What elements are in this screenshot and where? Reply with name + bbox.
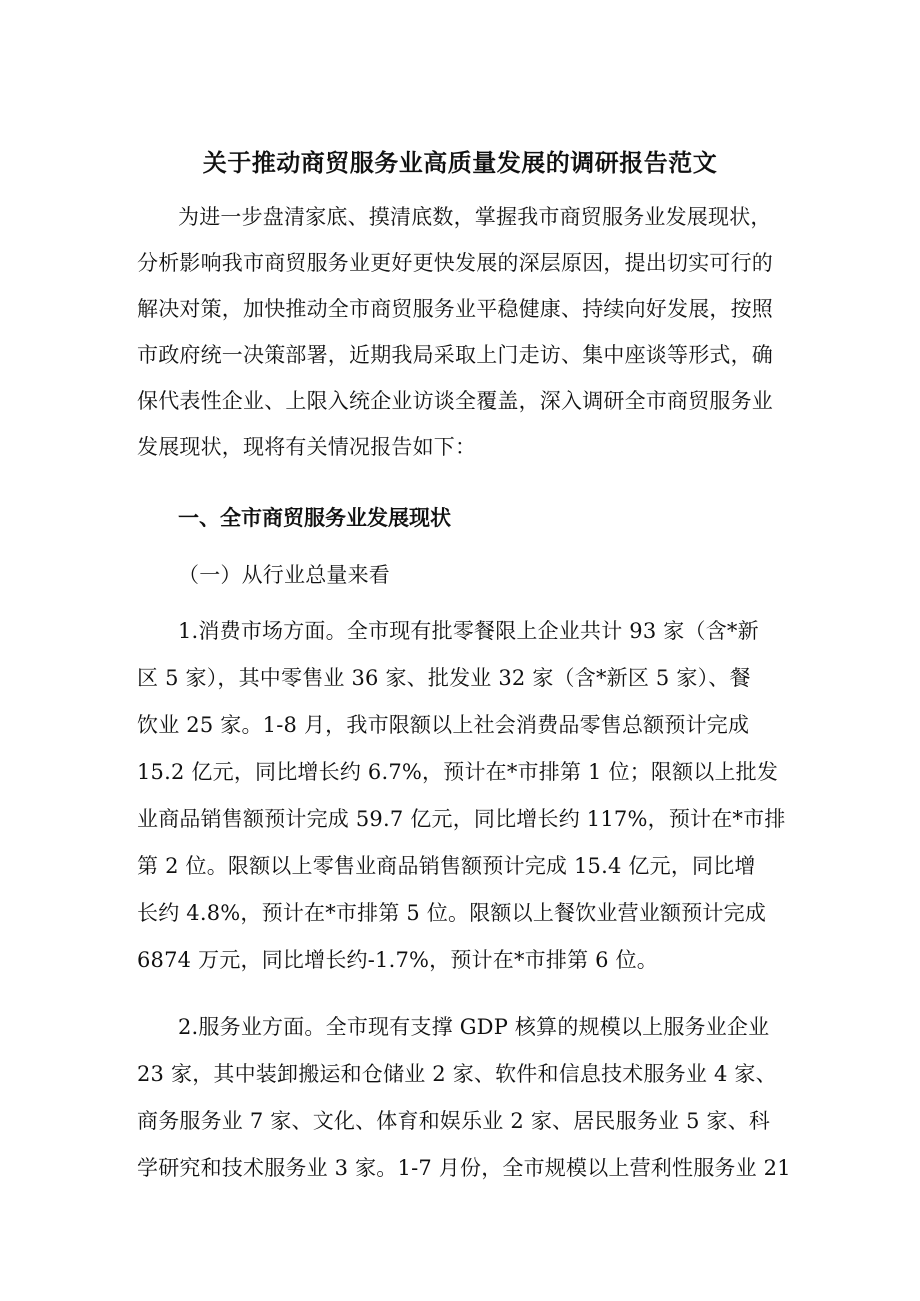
intro-line-1: 为进一步盘清家底、摸清底数，掌握我市商贸服务业发展现状， xyxy=(178,205,772,229)
para2-line-1: 2.服务业方面。全市现有支撑 GDP 核算的规模以上服务业企业 xyxy=(178,1015,770,1039)
para1-line-7: 长约 4.8%，预计在*市排第 5 位。限额以上餐饮业营业额预计完成 xyxy=(137,901,767,925)
para1-line-8: 6874 万元，同比增长约-1.7%，预计在*市排第 6 位。 xyxy=(137,948,658,972)
para1-line-2: 区 5 家），其中零售业 36 家、批发业 32 家（含*新区 5 家）、餐 xyxy=(137,666,751,690)
para1-line-5: 业商品销售额预计完成 59.7 亿元，同比增长约 117%，预计在*市排 xyxy=(137,807,786,831)
para2-line-2: 23 家，其中装卸搬运和仓储业 2 家、软件和信息技术服务业 4 家、 xyxy=(137,1062,777,1086)
section-heading: 一、全市商贸服务业发展现状 xyxy=(178,506,451,530)
intro-line-3: 解决对策，加快推动全市商贸服务业平稳健康、持续向好发展，按照 xyxy=(137,297,773,321)
intro-line-2: 分析影响我市商贸服务业更好更快发展的深层原因，提出切实可行的 xyxy=(137,251,773,275)
intro-line-4: 市政府统一决策部署，近期我局采取上门走访、集中座谈等形式，确 xyxy=(137,343,773,367)
para1-line-3: 饮业 25 家。1-8 月，我市限额以上社会消费品零售总额预计完成 xyxy=(137,713,750,737)
subsection-heading: （一）从行业总量来看 xyxy=(178,563,390,587)
para2-line-4: 学研究和技术服务业 3 家。1-7 月份，全市规模以上营利性服务业 21 xyxy=(137,1156,791,1180)
intro-line-5: 保代表性企业、上限入统企业访谈全覆盖，深入调研全市商贸服务业 xyxy=(137,389,773,413)
para1-line-1: 1.消费市场方面。全市现有批零餐限上企业共计 93 家（含*新 xyxy=(178,619,759,643)
para2-line-3: 商务服务业 7 家、文化、体育和娱乐业 2 家、居民服务业 5 家、科 xyxy=(137,1109,771,1133)
para1-line-4: 15.2 亿元，同比增长约 6.7%，预计在*市排第 1 位；限额以上批发 xyxy=(137,760,779,784)
intro-line-6: 发展现状，现将有关情况报告如下： xyxy=(137,435,477,459)
para1-line-6: 第 2 位。限额以上零售业商品销售额预计完成 15.4 亿元，同比增 xyxy=(137,854,756,878)
document-title: 关于推动商贸服务业高质量发展的调研报告范文 xyxy=(202,149,718,177)
